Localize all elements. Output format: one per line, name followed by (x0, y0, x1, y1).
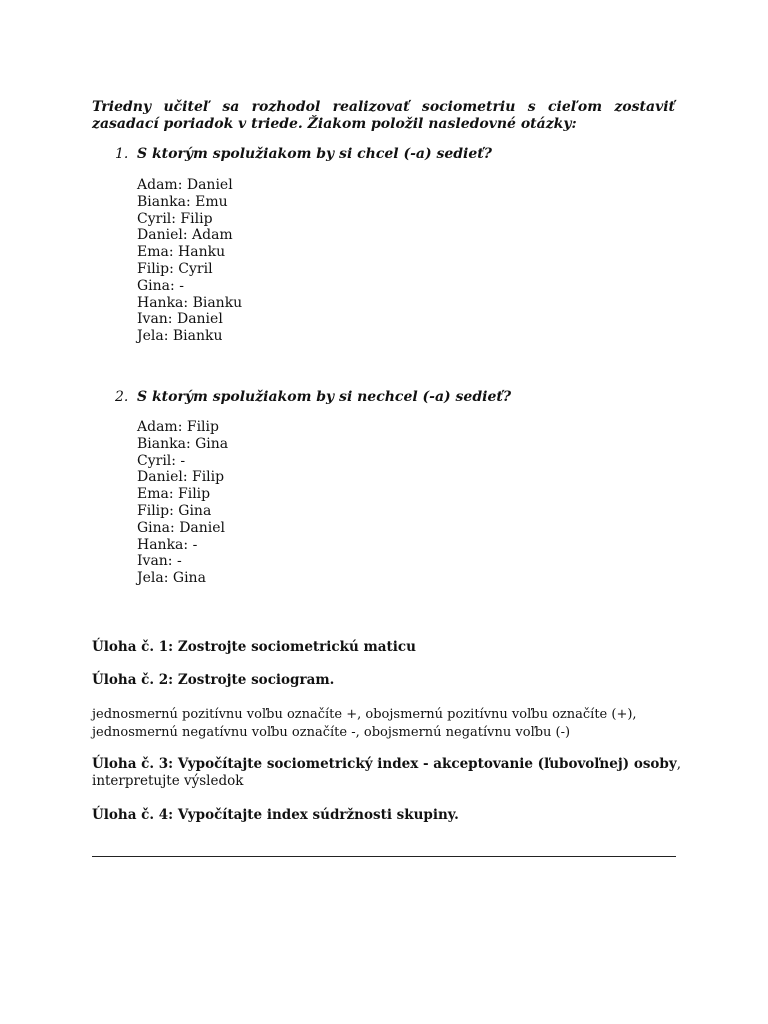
answer-item: Ema: Filip (137, 486, 211, 503)
question-1-number: 1. (115, 146, 129, 162)
question-1-text: S ktorým spolužiakom by si chcel (-a) sedieť? (137, 146, 492, 162)
question-2-answers (137, 419, 228, 587)
answer-item: Jela: Gina (137, 570, 206, 587)
answer-item: Jela: Bianku (137, 328, 223, 345)
answer-item: Bianka: Emu (137, 193, 228, 210)
notation-note (92, 706, 637, 742)
task-3 (92, 756, 768, 790)
answer-item: Gina: - (137, 277, 184, 294)
answer-item: Ivan: - (137, 553, 182, 570)
task-2: Úloha č. 2: Zostrojte sociogram. (92, 672, 335, 688)
answer-item: Adam: Daniel (137, 177, 233, 193)
answer-item: Gina: Daniel (137, 519, 226, 536)
task-4: Úloha č. 4: Vypočítajte index súdržnosti skupiny. (92, 807, 459, 823)
answer-item: Ivan: Daniel (137, 311, 223, 328)
answer-item: Cyril: - (137, 452, 186, 469)
intro-paragraph: Triedny učiteľ sa rozhodol realizovať sociometriu s cieľom zostaviť zasadací poriadok v triede. Žiakom položil nasledovné otázky: (92, 99, 675, 132)
answer-item: Hanka: - (137, 536, 198, 553)
notation-line-1: jednosmernú pozitívnu voľbu označíte +, obojsmernú pozitívnu voľbu označíte (+), (92, 707, 637, 722)
task-3-heading: Úloha č. 3: Vypočítajte sociometrický index - akceptovanie (ľubovoľnej) osoby (92, 756, 677, 772)
answer-item: Daniel: Adam (137, 227, 233, 244)
question-2-number: 2. (115, 389, 129, 405)
answer-item: Adam: Filip (137, 419, 219, 435)
question-2-text: S ktorým spolužiakom by si nechcel (-a) sedieť? (137, 389, 512, 405)
question-1-answers (137, 177, 242, 345)
notation-line-2: jednosmernú negatívnu voľbu označíte -, obojsmernú negatívnu voľbu (-) (92, 725, 571, 740)
task-3-tail: , interpretujte výsledok (92, 756, 682, 789)
answer-item: Ema: Hanku (137, 244, 226, 261)
answer-item: Filip: Cyril (137, 260, 213, 277)
answer-item: Daniel: Filip (137, 469, 225, 486)
answer-item: Bianka: Gina (137, 435, 229, 452)
answer-item: Filip: Gina (137, 502, 212, 519)
answer-item: Cyril: Filip (137, 210, 213, 227)
answer-item: Hanka: Bianku (137, 294, 243, 311)
question-2 (115, 389, 511, 405)
task-1: Úloha č. 1: Zostrojte sociometrickú maticu (92, 639, 416, 655)
horizontal-rule (92, 856, 676, 857)
question-1 (115, 146, 492, 162)
